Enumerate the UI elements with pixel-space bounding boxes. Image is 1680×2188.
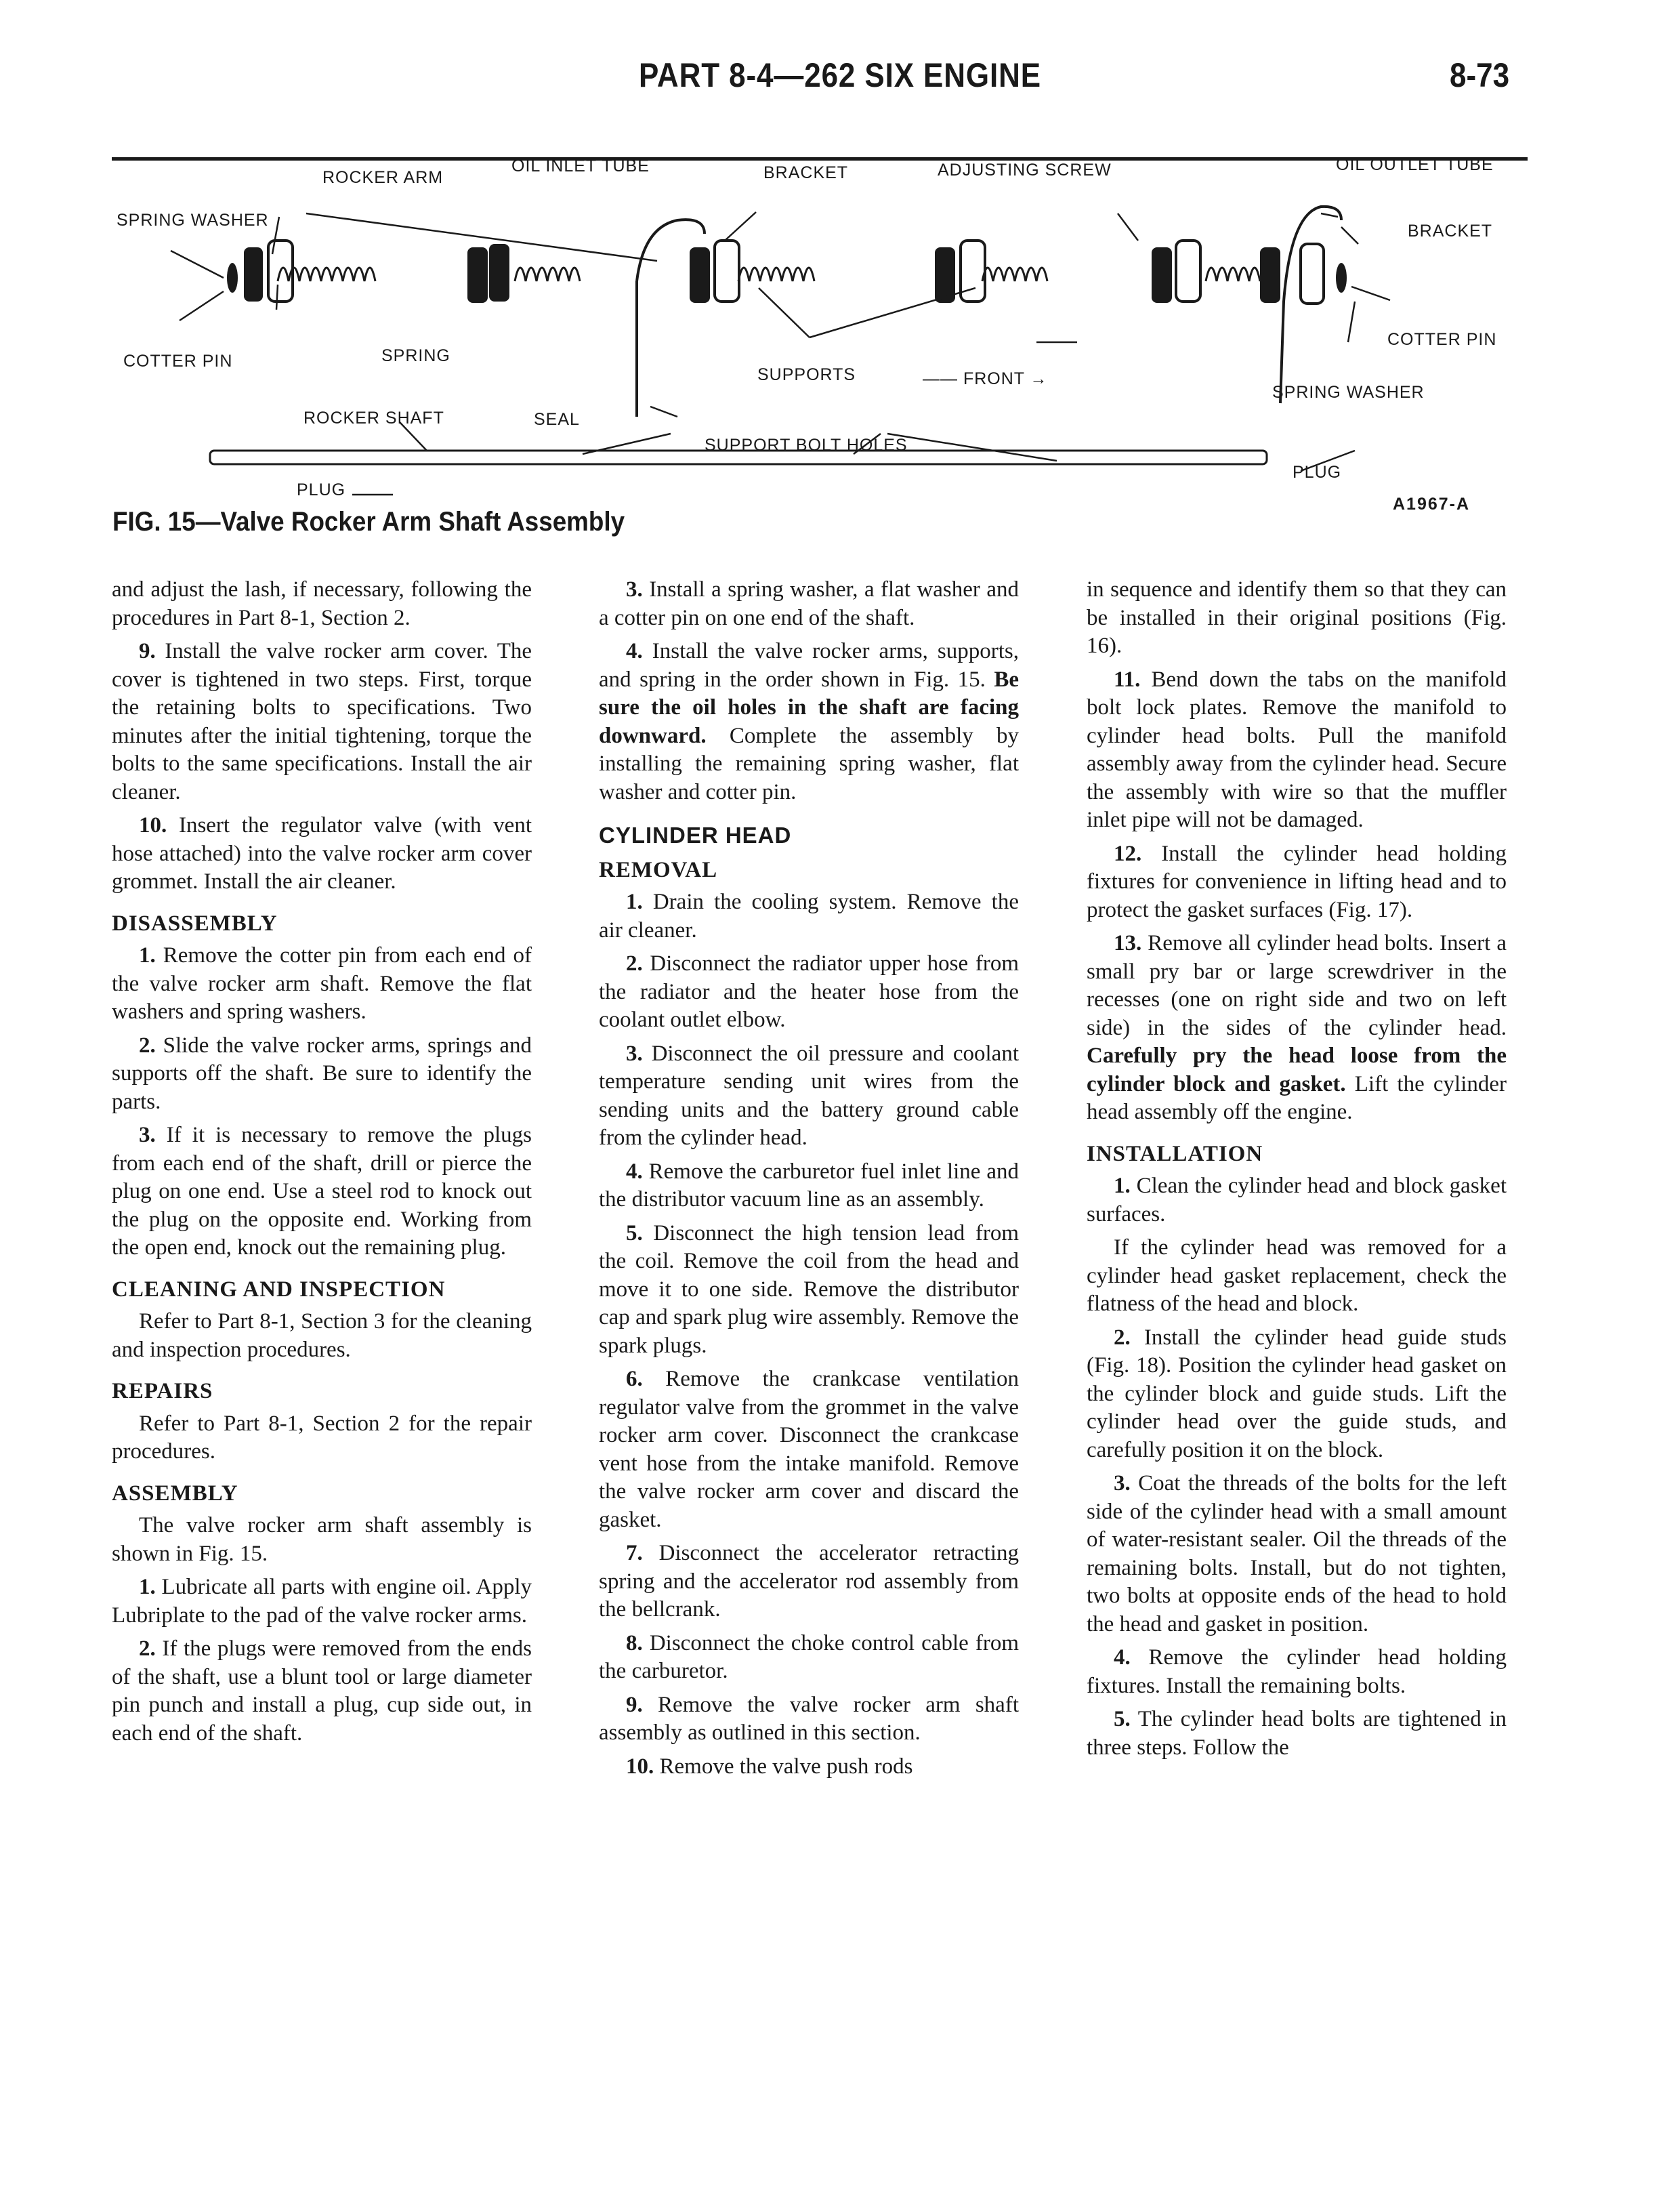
removal-step-9 [599, 1691, 1019, 1748]
step-number: 10. [626, 1754, 654, 1779]
step-number: 4. [626, 639, 643, 663]
label-cotter-pin-right: COTTER PIN [1387, 330, 1497, 349]
label-rocker-shaft: ROCKER SHAFT [303, 409, 444, 428]
disassembly-step-1 [112, 942, 532, 1027]
page-title: PART 8-4—262 SIX ENGINE [638, 56, 1042, 94]
step-text: Install a spring washer, a flat washer and a cotter pin on one end of the shaft. [599, 577, 1019, 630]
step-text: Lift the cylinder head assembly off the engine. [1087, 1071, 1507, 1124]
removal-step-3 [599, 1040, 1019, 1153]
heading-assembly: ASSEMBLY [112, 1481, 238, 1506]
step-number: 3. [626, 577, 643, 602]
label-rocker-arm: ROCKER ARM [322, 168, 444, 187]
heading-removal: REMOVAL [599, 857, 718, 882]
step-number: 2. [1114, 1325, 1131, 1350]
step-number: 2. [139, 1636, 156, 1661]
step-text: Remove the valve push rods [654, 1754, 913, 1779]
step-number: 13. [1114, 931, 1142, 955]
step-text: If the plugs were removed from the ends of the shaft, use a blunt tool or large diameter pin punch and install a plug, cup side out, in each end of the shaft. [112, 1636, 532, 1746]
step-number: 2. [626, 951, 643, 976]
figure-code: A1967-A [1393, 495, 1471, 514]
step-number: 1. [139, 1575, 156, 1599]
step-text: Disconnect the radiator upper hose from the radiator and the heater hose from the coolant outlet elbow. [599, 951, 1019, 1032]
front-text: FRONT [963, 369, 1025, 388]
step-text: Disconnect the oil pressure and coolant temperature sending unit wires from the sending units and the battery ground cable from the cylinder head. [599, 1041, 1019, 1150]
step-text: Slide the valve rocker arms, springs and supports off the shaft. Be sure to identify the parts. [112, 1033, 532, 1114]
step-number: 9. [139, 639, 156, 663]
step-text: Remove the valve rocker arm shaft assembly as outlined in this section. [599, 1692, 1019, 1745]
step-number: 1. [1114, 1174, 1131, 1198]
label-plug-right: PLUG [1293, 463, 1342, 482]
label-spring-washer-left: SPRING WASHER [117, 211, 269, 230]
label-cotter-pin-left: COTTER PIN [123, 352, 233, 371]
heading-cylinder-head: CYLINDER HEAD [599, 823, 792, 848]
installation-step-4 [1087, 1644, 1507, 1700]
removal-step-5 [599, 1220, 1019, 1361]
figure-rocker-arm-shaft-assembly [108, 146, 1517, 525]
step-text: Remove the cotter pin from each end of the valve rocker arm shaft. Remove the flat washers and spring washers. [112, 943, 532, 1024]
label-spring: SPRING [381, 346, 450, 365]
removal-step-7 [599, 1540, 1019, 1624]
step-text: Remove all cylinder head bolts. Insert a small pry bar or large screwdriver in the recesses (one on right side and two on left side) in the sides of the cylinder head. [1087, 931, 1507, 1040]
label-spring-washer-right: SPRING WASHER [1272, 383, 1425, 402]
heading-installation: INSTALLATION [1087, 1141, 1263, 1166]
assembly-step-4 [599, 638, 1019, 806]
label-seal: SEAL [534, 410, 580, 429]
step-text: Lubricate all parts with engine oil. Apply Lubriplate to the pad of the valve rocker arms. [112, 1575, 532, 1628]
label-bracket-right: BRACKET [1408, 222, 1493, 241]
label-front: —— FRONT → [923, 369, 1048, 388]
paragraph: in sequence and identify them so that they can be installed in their original positions (Fig. 16). [1087, 577, 1507, 658]
label-adjusting-screw: ADJUSTING SCREW [938, 161, 1112, 180]
page-number: 8-73 [1449, 56, 1509, 94]
paragraph: The valve rocker arm shaft assembly is shown in Fig. 15. [112, 1513, 532, 1566]
paragraph: Refer to Part 8-1, Section 2 for the repair procedures. [112, 1411, 532, 1464]
step-text: Clean the cylinder head and block gasket surfaces. [1087, 1174, 1507, 1226]
step-9 [112, 638, 532, 806]
step-number: 5. [1114, 1707, 1131, 1731]
removal-step-8 [599, 1630, 1019, 1686]
paragraph: If the cylinder head was removed for a cylinder head gasket replacement, check the flatness of the head and block. [1087, 1235, 1507, 1316]
step-number: 5. [626, 1220, 643, 1245]
step-text: Install the cylinder head holding fixtures for convenience in lifting head and to protect the gasket surfaces (Fig. 17). [1087, 841, 1507, 922]
emphasis: Be sure the oil holes in the shaft are facing downward. [599, 667, 1019, 748]
heading-cleaning-inspection: CLEANING AND INSPECTION [112, 1277, 446, 1302]
removal-step-10 [599, 1753, 1019, 1781]
page-header [0, 56, 1680, 103]
step-number: 1. [626, 890, 643, 914]
step-number: 3. [139, 1123, 156, 1147]
assembly-step-2 [112, 1635, 532, 1748]
removal-step-4 [599, 1158, 1019, 1214]
text-column-1 [112, 576, 532, 1753]
figure-caption: FIG. 15—Valve Rocker Arm Shaft Assembly [112, 507, 625, 537]
paragraph: and adjust the lash, if necessary, following the procedures in Part 8-1, Section 2. [112, 577, 532, 630]
installation-step-2 [1087, 1324, 1507, 1465]
step-number: 10. [139, 813, 167, 838]
step-number: 7. [626, 1541, 643, 1565]
installation-step-3 [1087, 1470, 1507, 1638]
removal-step-13 [1087, 930, 1507, 1127]
step-number: 4. [626, 1159, 643, 1184]
step-text: Complete the assembly by installing the remaining spring washer, flat washer and cotter pin. [599, 723, 1019, 804]
step-text: If it is necessary to remove the plugs from each end of the shaft, drill or pierce the plug on one end. Use a steel rod to knock out the plug on the opposite end. Working from the open end, knock out the remaining plug. [112, 1123, 532, 1260]
installation-step-1 [1087, 1172, 1507, 1229]
step-number: 1. [139, 943, 156, 968]
step-text: Install the valve rocker arm cover. The cover is tightened in two steps. First, torque the retaining bolts to specifications. Two minutes after the initial tightening, torque the bolts to the same specifications. Install the air cleaner. [112, 639, 532, 804]
disassembly-step-2 [112, 1032, 532, 1117]
step-text: Insert the regulator valve (with vent hose attached) into the valve rocker arm cover grommet. Install the air cleaner. [112, 813, 532, 894]
step-text: The cylinder head bolts are tightened in three steps. Follow the [1087, 1707, 1507, 1760]
emphasis: Carefully pry the head loose from the cylinder block and gasket. [1087, 1044, 1507, 1096]
step-number: 11. [1114, 667, 1141, 692]
step-text: Bend down the tabs on the manifold bolt lock plates. Remove the manifold to cylinder head bolts. Pull the manifold assembly away from the cylinder head. Secure the assembly with wire so that the muffler inlet pipe will not be damaged. [1087, 667, 1507, 832]
paragraph: Refer to Part 8-1, Section 3 for the cleaning and inspection procedures. [112, 1309, 532, 1362]
installation-step-5 [1087, 1706, 1507, 1762]
step-number: 2. [139, 1033, 156, 1058]
step-text: Disconnect the accelerator retracting spring and the accelerator rod assembly from the bellcrank. [599, 1541, 1019, 1622]
text-column-2 [599, 576, 1019, 1786]
heading-repairs: REPAIRS [112, 1379, 213, 1403]
step-number: 6. [626, 1367, 643, 1391]
step-number: 3. [1114, 1471, 1131, 1495]
text-column-3 [1087, 576, 1507, 1767]
removal-step-1 [599, 888, 1019, 945]
step-text: Disconnect the choke control cable from the carburetor. [599, 1630, 1019, 1683]
step-text: Install the cylinder head guide studs (Fig. 18). Position the cylinder head gasket on the cylinder block and guide studs. Lift the cylinder head over the guide studs, and carefully position it on the block. [1087, 1325, 1507, 1462]
removal-step-12 [1087, 840, 1507, 925]
step-number: 3. [626, 1041, 643, 1066]
label-oil-inlet-tube: OIL INLET TUBE [511, 157, 650, 176]
step-text: Remove the carburetor fuel inlet line and the distributor vacuum line as an assembly. [599, 1159, 1019, 1212]
assembly-step-1 [112, 1573, 532, 1630]
step-text: Drain the cooling system. Remove the air cleaner. [599, 890, 1019, 943]
label-plug-left: PLUG [297, 480, 346, 499]
step-text: Remove the crankcase ventilation regulator valve from the grommet in the valve rocker arm cover. Disconnect the crankcase vent hose from the intake manifold. Remove the valve rocker arm cover and discard the gasket. [599, 1367, 1019, 1532]
step-number: 4. [1114, 1645, 1131, 1670]
label-oil-outlet-tube: OIL OUTLET TUBE [1336, 155, 1494, 174]
removal-step-11 [1087, 666, 1507, 835]
step-10 [112, 812, 532, 896]
label-support-bolt-holes: SUPPORT BOLT HOLES [705, 436, 908, 455]
step-number: 8. [626, 1630, 643, 1655]
label-bracket-center: BRACKET [763, 163, 849, 182]
step-text: Remove the cylinder head holding fixtures. Install the remaining bolts. [1087, 1645, 1507, 1698]
removal-step-6 [599, 1365, 1019, 1534]
step-number: 9. [626, 1692, 643, 1717]
step-text: Disconnect the high tension lead from the coil. Remove the coil from the head and move it to one side. Remove the distributor cap and spark plug wire assembly. Remove the spark plugs. [599, 1220, 1019, 1358]
step-text: Coat the threads of the bolts for the left side of the cylinder head with a small amount of water-resistant sealer. Oil the threads of the remaining bolts. Install, but do not tighten, two bolts at opposite ends of the head to hold the head and gasket in position. [1087, 1471, 1507, 1636]
assembly-step-3 [599, 576, 1019, 632]
removal-step-2 [599, 950, 1019, 1035]
label-supports: SUPPORTS [757, 365, 856, 384]
step-number: 12. [1114, 841, 1142, 866]
heading-disassembly: DISASSEMBLY [112, 911, 278, 936]
disassembly-step-3 [112, 1121, 532, 1262]
step-text: Install the valve rocker arms, supports, and spring in the order shown in Fig. 15. [599, 639, 1019, 692]
